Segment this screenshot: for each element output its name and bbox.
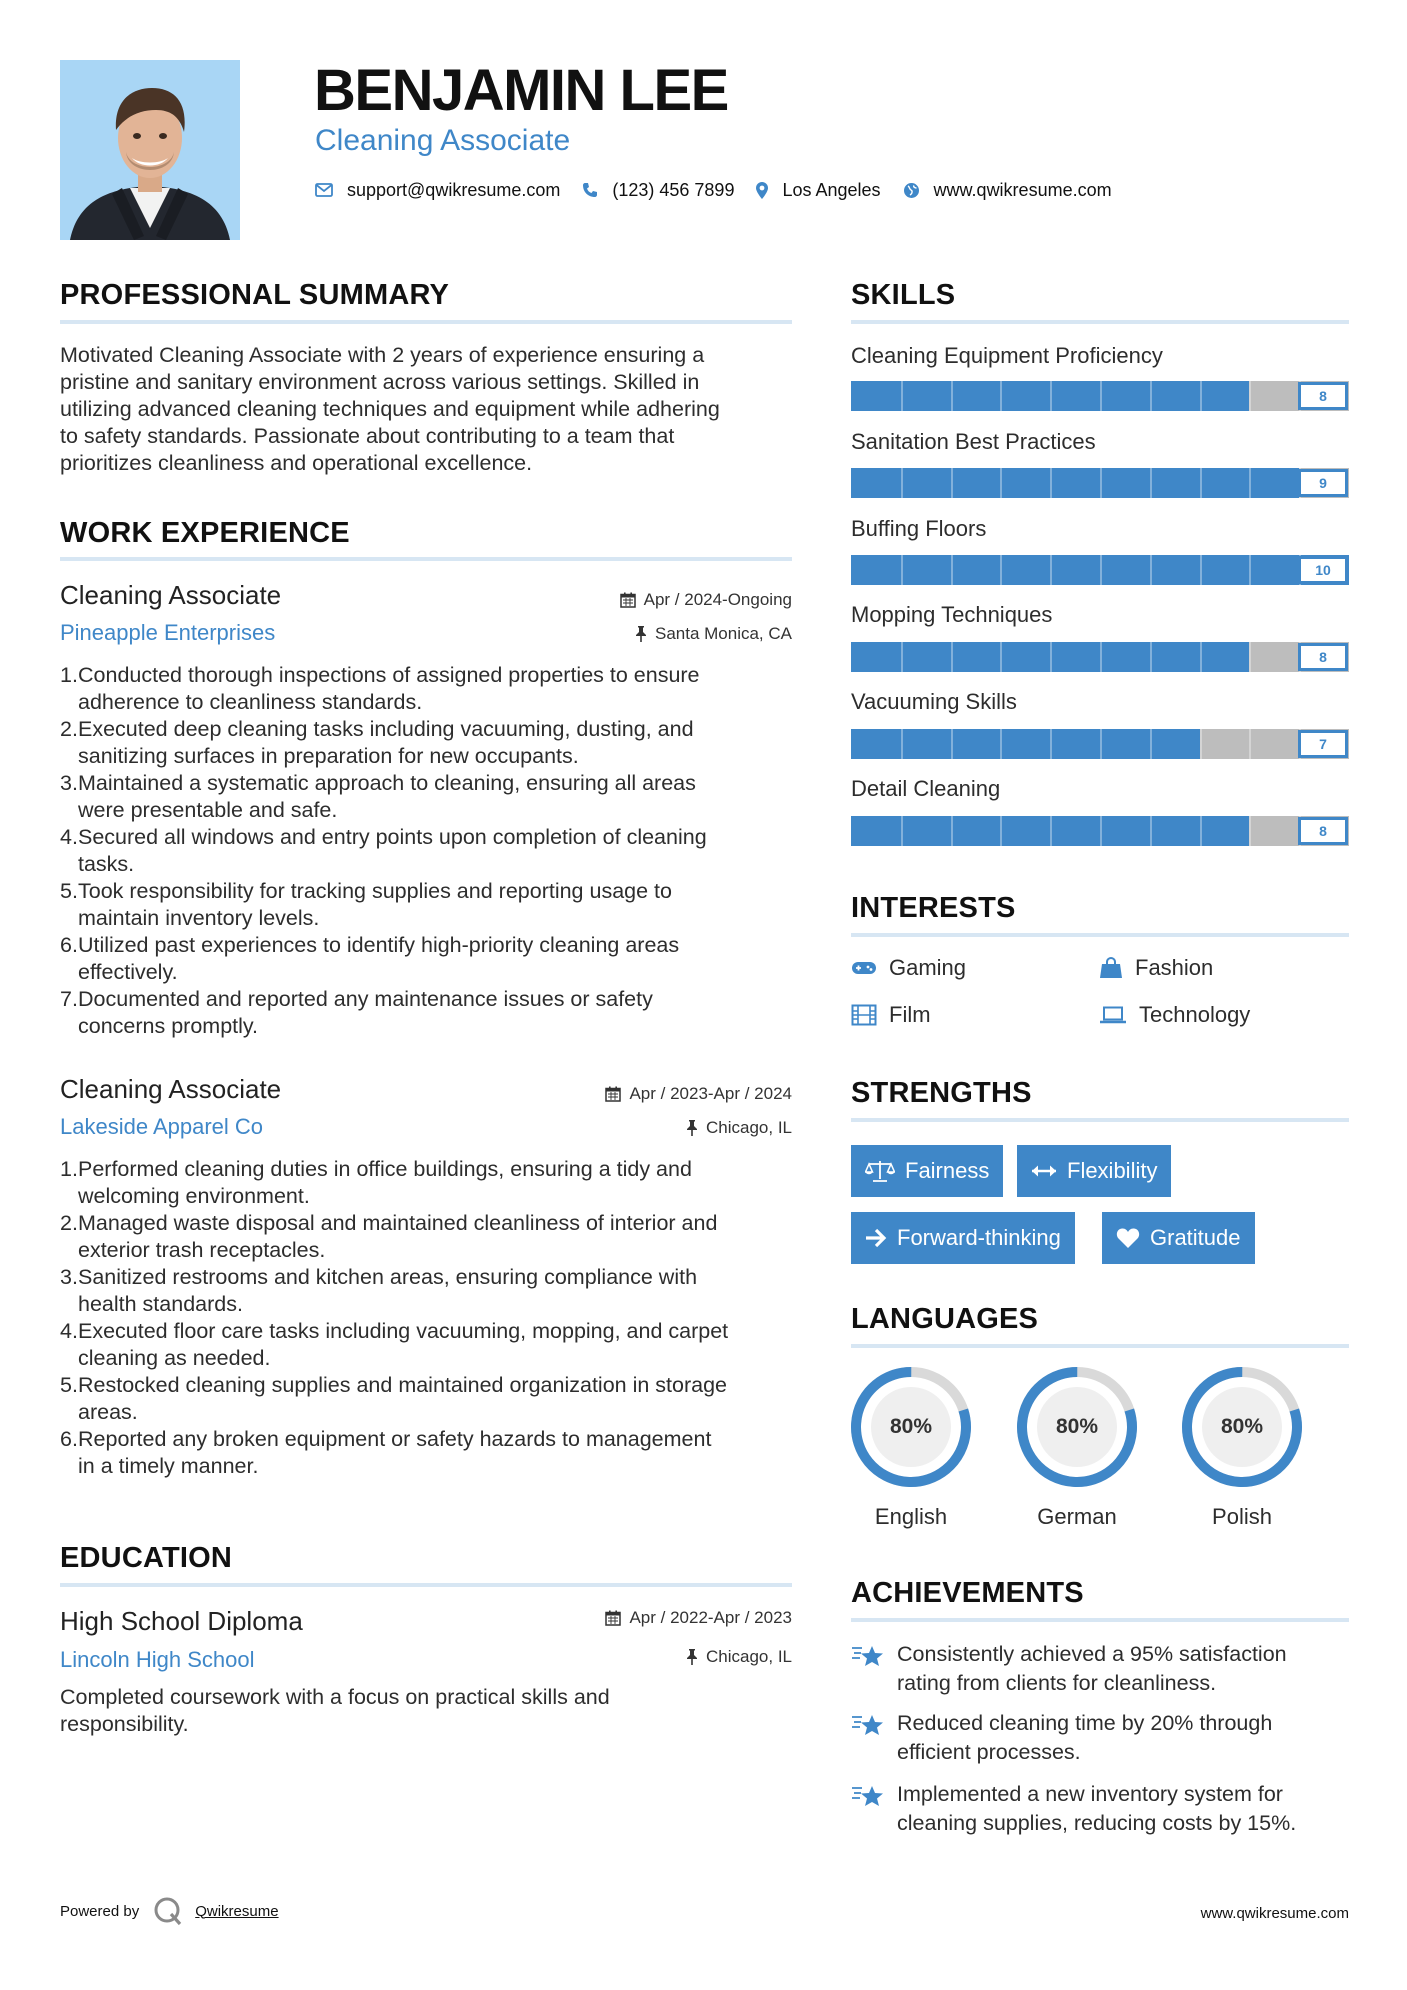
list-item-line: Performed cleaning duties in office buildings, ensuring a tidy and bbox=[78, 1157, 692, 1181]
summary-line: pristine and sanitary environment across various settings. Skilled in bbox=[60, 370, 700, 394]
skill-bar-fill bbox=[851, 468, 1299, 498]
language-name: English bbox=[874, 1504, 948, 1529]
job-title: Cleaning Associate bbox=[60, 580, 282, 610]
skill-bar-segment-divider bbox=[1150, 729, 1152, 759]
list-item: 1. Conducted thorough inspections of assigned properties to ensure adherence to cleanliness standards. bbox=[60, 662, 792, 716]
strengths-heading: STRENGTHS bbox=[851, 1077, 1032, 1109]
interest-item bbox=[1099, 954, 1213, 982]
skill-bar-segment-divider bbox=[1000, 381, 1002, 411]
skill-bar-segment-divider bbox=[951, 729, 953, 759]
list-item-line: adherence to cleanliness standards. bbox=[78, 690, 423, 714]
list-item: 2. Managed waste disposal and maintained cleanliness of interior and exterior trash receptacles. bbox=[60, 1210, 792, 1264]
list-item-line: Executed deep cleaning tasks including vacuuming, dusting, and bbox=[78, 717, 694, 741]
skill-bar-segment-divider bbox=[951, 642, 953, 672]
list-item-line: welcoming environment. bbox=[78, 1184, 310, 1208]
list-item-line: were presentable and safe. bbox=[78, 798, 338, 822]
summary-rule bbox=[60, 320, 792, 324]
achievement-text bbox=[897, 1780, 1296, 1838]
skills-rule bbox=[851, 320, 1349, 324]
phone-text: (123) 456 7899 bbox=[612, 179, 735, 200]
education-dates bbox=[605, 1607, 792, 1629]
arrows-h-icon bbox=[1031, 1164, 1057, 1178]
skill-bar-segment-divider bbox=[1150, 381, 1152, 411]
list-item-line: Secured all windows and entry points upon completion of cleaning bbox=[78, 825, 707, 849]
list-item: 1. Performed cleaning duties in office buildings, ensuring a tidy and welcoming environment. bbox=[60, 1156, 792, 1210]
interest-label: Gaming bbox=[889, 955, 967, 980]
skill-bar-segment-divider bbox=[1100, 555, 1102, 585]
achievement-item bbox=[851, 1780, 1349, 1838]
interests-heading: INTERESTS bbox=[851, 892, 1016, 924]
interest-item bbox=[851, 1001, 931, 1029]
email-text: support@qwikresume.com bbox=[347, 179, 561, 200]
education-line: responsibility. bbox=[60, 1712, 189, 1736]
shopping-bag-icon bbox=[1099, 957, 1123, 979]
strengths-rule bbox=[851, 1118, 1349, 1122]
education-description bbox=[60, 1684, 792, 1738]
achievement-text bbox=[897, 1640, 1287, 1698]
job-title: Cleaning Associate bbox=[60, 1074, 282, 1104]
list-item-line: Documented and reported any maintenance issues or safety bbox=[78, 987, 653, 1011]
language-item bbox=[1180, 1365, 1304, 1541]
interest-label: Film bbox=[889, 1002, 931, 1027]
list-item: 4. Executed floor care tasks including vacuuming, mopping, and carpet cleaning as needed. bbox=[60, 1318, 792, 1372]
strength-label: Gratitude bbox=[1150, 1225, 1241, 1250]
language-name: Polish bbox=[1212, 1504, 1272, 1529]
list-item-line: maintain inventory levels. bbox=[78, 906, 320, 930]
skill-bar bbox=[851, 729, 1349, 759]
skill-bar-segment-divider bbox=[901, 642, 903, 672]
list-item: 5. Took responsibility for tracking supplies and reporting usage to maintain inventory levels. bbox=[60, 878, 792, 932]
experience-rule bbox=[60, 557, 792, 561]
skill-bar-segment-divider bbox=[1100, 381, 1102, 411]
skill-bar-segment-divider bbox=[901, 555, 903, 585]
candidate-title: Cleaning Associate bbox=[315, 124, 571, 157]
achievement-line: Reduced cleaning time by 20% through bbox=[897, 1711, 1273, 1735]
language-item bbox=[1015, 1365, 1139, 1541]
list-item-line: sanitizing surfaces in preparation for new occupants. bbox=[78, 744, 579, 768]
strength-label: Flexibility bbox=[1067, 1158, 1158, 1183]
skill-bar-segment-divider bbox=[1050, 729, 1052, 759]
strength-tag bbox=[851, 1145, 1003, 1197]
list-item-line: tasks. bbox=[78, 852, 135, 876]
list-item-line: exterior trash receptacles. bbox=[78, 1238, 326, 1262]
skill-bar-segment-divider bbox=[1249, 555, 1251, 585]
calendar-icon bbox=[605, 1610, 621, 1626]
heart-icon bbox=[1116, 1227, 1140, 1249]
skill-bar-segment-divider bbox=[1000, 816, 1002, 846]
skill-value-badge: 8 bbox=[1298, 382, 1348, 410]
skill-bar-segment-divider bbox=[1100, 468, 1102, 498]
footer-powered-by bbox=[60, 1896, 279, 1926]
skill-bar-segment-divider bbox=[1050, 642, 1052, 672]
list-item: 2. Executed deep cleaning tasks including vacuuming, dusting, and sanitizing surfaces in preparation for new occupants. bbox=[60, 716, 792, 770]
list-item-line: Utilized past experiences to identify high-priority cleaning areas bbox=[78, 933, 680, 957]
list-item-line: in a timely manner. bbox=[78, 1454, 259, 1478]
candidate-name: BENJAMIN LEE bbox=[314, 58, 728, 123]
strength-label: Forward-thinking bbox=[897, 1225, 1061, 1250]
list-item: 3. Sanitized restrooms and kitchen areas, ensuring compliance with health standards. bbox=[60, 1264, 792, 1318]
skill-bar-segment-divider bbox=[1000, 468, 1002, 498]
achievement-line: Consistently achieved a 95% satisfaction bbox=[897, 1642, 1287, 1666]
list-item: 3. Maintained a systematic approach to cleaning, ensuring all areas were presentable and safe. bbox=[60, 770, 792, 824]
achievement-line: rating from clients for cleanliness. bbox=[897, 1671, 1217, 1695]
achievement-line: efficient processes. bbox=[897, 1740, 1081, 1764]
job-location bbox=[635, 623, 792, 645]
skill-bar-segment-divider bbox=[1249, 381, 1251, 411]
skill-bar-segment-divider bbox=[1050, 555, 1052, 585]
skill-name: Mopping Techniques bbox=[851, 602, 1053, 627]
skill-bar-segment-divider bbox=[1249, 468, 1251, 498]
powered-by-text: Powered by bbox=[60, 1902, 140, 1920]
achievement-item bbox=[851, 1640, 1349, 1698]
list-item: 5. Restocked cleaning supplies and maintained organization in storage areas. bbox=[60, 1372, 792, 1426]
list-item-line: effectively. bbox=[78, 960, 178, 984]
qwikresume-link[interactable]: Qwikresume bbox=[195, 1902, 279, 1920]
job-company: Lakeside Apparel Co bbox=[60, 1114, 264, 1139]
list-item-line: Took responsibility for tracking supplies and reporting usage to bbox=[78, 879, 672, 903]
website-text: www.qwikresume.com bbox=[933, 179, 1112, 200]
summary-heading: PROFESSIONAL SUMMARY bbox=[60, 279, 450, 311]
skill-bar-segment-divider bbox=[1249, 816, 1251, 846]
skill-bar-segment-divider bbox=[1150, 642, 1152, 672]
pushpin-icon bbox=[635, 626, 647, 642]
list-item-line: Sanitized restrooms and kitchen areas, ensuring compliance with bbox=[78, 1265, 698, 1289]
strength-tag bbox=[851, 1212, 1075, 1264]
job-location bbox=[686, 1117, 792, 1139]
education-dates-text: Apr / 2022-Apr / 2023 bbox=[629, 1608, 792, 1627]
job-dates-text: Apr / 2024-Ongoing bbox=[643, 590, 792, 609]
skill-bar-segment-divider bbox=[1100, 816, 1102, 846]
job-dates-text: Apr / 2023-Apr / 2024 bbox=[629, 1084, 792, 1103]
skill-name: Detail Cleaning bbox=[851, 776, 1001, 801]
list-item-line: Managed waste disposal and maintained cleanliness of interior and bbox=[78, 1211, 718, 1235]
list-item-line: Maintained a systematic approach to cleaning, ensuring all areas bbox=[78, 771, 696, 795]
skill-name: Vacuuming Skills bbox=[851, 689, 1017, 714]
shooting-star-icon bbox=[851, 1782, 885, 1810]
pushpin-icon bbox=[686, 1120, 698, 1136]
film-icon bbox=[851, 1004, 877, 1026]
skill-bar bbox=[851, 381, 1349, 411]
skill-name: Cleaning Equipment Proficiency bbox=[851, 343, 1163, 368]
skill-bar-segment-divider bbox=[951, 555, 953, 585]
list-item-line: concerns promptly. bbox=[78, 1014, 259, 1038]
list-item: 4. Secured all windows and entry points upon completion of cleaning tasks. bbox=[60, 824, 792, 878]
list-item-line: Executed floor care tasks including vacuuming, mopping, and carpet bbox=[78, 1319, 729, 1343]
languages-rule bbox=[851, 1344, 1349, 1348]
achievement-text bbox=[897, 1709, 1272, 1767]
skill-bar-fill bbox=[851, 729, 1200, 759]
interest-label: Fashion bbox=[1135, 955, 1214, 980]
education-line: Completed coursework with a focus on practical skills and bbox=[60, 1685, 610, 1709]
strength-tag bbox=[1102, 1212, 1255, 1264]
shooting-star-icon bbox=[851, 1642, 885, 1670]
laptop-icon bbox=[1099, 1006, 1127, 1024]
job-dates bbox=[605, 1083, 792, 1105]
job-location-text: Santa Monica, CA bbox=[654, 624, 792, 643]
shooting-star-icon bbox=[851, 1711, 885, 1739]
list-item-line: Reported any broken equipment or safety hazards to management bbox=[78, 1427, 712, 1451]
skill-bar-segment-divider bbox=[1050, 468, 1052, 498]
achievement-line: Implemented a new inventory system for bbox=[897, 1782, 1283, 1806]
footer-website[interactable]: www.qwikresume.com bbox=[1200, 1905, 1349, 1922]
skill-value-badge: 10 bbox=[1298, 556, 1348, 584]
list-item: 6. Utilized past experiences to identify high-priority cleaning areas effectively. bbox=[60, 932, 792, 986]
skill-bar-segment-divider bbox=[901, 816, 903, 846]
language-name: German bbox=[1037, 1504, 1117, 1529]
job-responsibilities bbox=[60, 662, 792, 1040]
list-item-line: cleaning as needed. bbox=[78, 1346, 271, 1370]
skill-bar-segment-divider bbox=[1200, 468, 1202, 498]
list-item: 6. Reported any broken equipment or safety hazards to management in a timely manner. bbox=[60, 1426, 792, 1480]
job-dates bbox=[620, 589, 792, 611]
skill-bar-segment-divider bbox=[951, 816, 953, 846]
skill-bar-segment-divider bbox=[1200, 381, 1202, 411]
skill-bar-segment-divider bbox=[1150, 555, 1152, 585]
skill-bar-segment-divider bbox=[1050, 816, 1052, 846]
strength-label: Fairness bbox=[905, 1158, 990, 1183]
list-item-line: areas. bbox=[78, 1400, 138, 1424]
skill-bar-segment-divider bbox=[1000, 642, 1002, 672]
list-item-line: Conducted thorough inspections of assigned properties to ensure bbox=[78, 663, 700, 687]
skill-value-badge: 8 bbox=[1298, 817, 1348, 845]
pushpin-icon bbox=[686, 1649, 698, 1665]
skill-bar-segment-divider bbox=[1150, 816, 1152, 846]
skill-bar bbox=[851, 555, 1349, 585]
summary-line: to safety standards. Passionate about contributing to a team that bbox=[60, 424, 675, 448]
education-location-text: Chicago, IL bbox=[706, 1647, 792, 1666]
calendar-icon bbox=[620, 592, 636, 608]
education-rule bbox=[60, 1583, 792, 1587]
skill-bar-segment-divider bbox=[1200, 555, 1202, 585]
skill-name: Buffing Floors bbox=[851, 516, 987, 541]
qwikresume-logo-icon bbox=[153, 1896, 183, 1926]
arrow-right-icon bbox=[865, 1228, 887, 1248]
skill-bar bbox=[851, 642, 1349, 672]
experience-heading: WORK EXPERIENCE bbox=[60, 517, 350, 549]
skill-bar-segment-divider bbox=[1100, 729, 1102, 759]
skill-value-badge: 8 bbox=[1298, 643, 1348, 671]
achievements-rule bbox=[851, 1618, 1349, 1622]
language-percent: 80% bbox=[1220, 1415, 1264, 1438]
skill-bar-segment-divider bbox=[1150, 468, 1152, 498]
skill-bar-segment-divider bbox=[1249, 642, 1251, 672]
job-location-text: Chicago, IL bbox=[706, 1118, 792, 1137]
skill-bar-segment-divider bbox=[1200, 642, 1202, 672]
left-column bbox=[60, 0, 792, 1990]
skill-bar-segment-divider bbox=[1200, 816, 1202, 846]
summary-line: prioritizes cleanliness and operational excellence. bbox=[60, 451, 533, 475]
skill-bar bbox=[851, 816, 1349, 846]
education-location bbox=[686, 1646, 792, 1668]
achievement-line: cleaning supplies, reducing costs by 15%. bbox=[897, 1811, 1297, 1835]
education-heading: EDUCATION bbox=[60, 1542, 233, 1574]
skill-bar-segment-divider bbox=[901, 468, 903, 498]
skill-bar-segment-divider bbox=[951, 381, 953, 411]
skill-bar bbox=[851, 468, 1349, 498]
skill-bar-segment-divider bbox=[1249, 729, 1251, 759]
right-column bbox=[851, 0, 1349, 1990]
calendar-icon bbox=[605, 1086, 621, 1102]
skill-bar-segment-divider bbox=[1200, 729, 1202, 759]
language-percent: 80% bbox=[1055, 1415, 1099, 1438]
skill-bar-segment-divider bbox=[1000, 555, 1002, 585]
interests-rule bbox=[851, 933, 1349, 937]
summary-line: utilizing advanced cleaning techniques and equipment while adhering bbox=[60, 397, 720, 421]
list-item: 7. Documented and reported any maintenance issues or safety concerns promptly. bbox=[60, 986, 792, 1040]
skill-bar-segment-divider bbox=[901, 729, 903, 759]
skills-heading: SKILLS bbox=[851, 279, 956, 311]
summary-text bbox=[60, 342, 792, 477]
language-item bbox=[849, 1365, 973, 1541]
job-responsibilities bbox=[60, 1156, 792, 1480]
interest-item bbox=[851, 954, 966, 982]
gamepad-icon bbox=[851, 960, 877, 976]
balance-scale-icon bbox=[865, 1160, 895, 1182]
skill-bar-segment-divider bbox=[901, 381, 903, 411]
skill-bar-segment-divider bbox=[1050, 381, 1052, 411]
achievement-item bbox=[851, 1709, 1349, 1767]
list-item-line: Restocked cleaning supplies and maintained organization in storage bbox=[78, 1373, 727, 1397]
strength-tag bbox=[1017, 1145, 1171, 1197]
skill-value-badge: 9 bbox=[1298, 469, 1348, 497]
skill-bar-segment-divider bbox=[1000, 729, 1002, 759]
summary-line: Motivated Cleaning Associate with 2 years of experience ensuring a bbox=[60, 343, 705, 367]
skill-value-badge: 7 bbox=[1298, 730, 1348, 758]
interest-label: Technology bbox=[1139, 1002, 1251, 1027]
achievements-heading: ACHIEVEMENTS bbox=[851, 1577, 1084, 1609]
list-item-line: health standards. bbox=[78, 1292, 243, 1316]
education-degree: High School Diploma bbox=[60, 1606, 303, 1636]
education-school: Lincoln High School bbox=[60, 1647, 255, 1672]
skill-bar-segment-divider bbox=[951, 468, 953, 498]
skill-bar-segment-divider bbox=[1100, 642, 1102, 672]
interest-item bbox=[1099, 1001, 1250, 1029]
language-percent: 80% bbox=[889, 1415, 933, 1438]
skill-name: Sanitation Best Practices bbox=[851, 429, 1096, 454]
location-text: Los Angeles bbox=[782, 179, 881, 200]
languages-heading: LANGUAGES bbox=[851, 1303, 1039, 1335]
job-company: Pineapple Enterprises bbox=[60, 620, 276, 645]
